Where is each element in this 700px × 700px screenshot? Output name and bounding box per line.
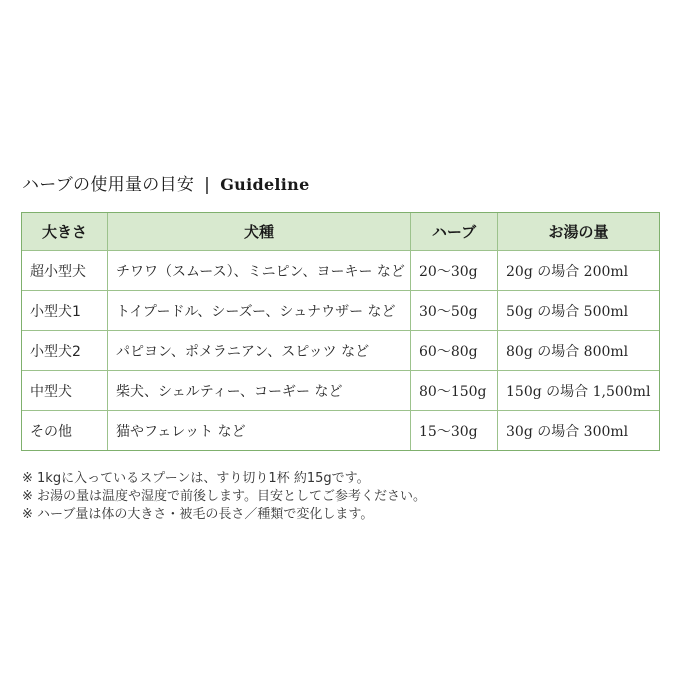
title-separator: | [204,175,211,195]
header-size: 大きさ [22,213,108,251]
note-spoon: ※ 1kgに入っているスプーンは、すり切り1杯 約15gです。 [22,471,370,486]
notes [22,470,426,524]
table-row [22,251,659,291]
header-breed: 犬種 [108,213,411,251]
cell-breeds: パピヨン、ポメラニアン、スピッツ など [108,331,411,371]
table-row [22,291,659,331]
note-water: ※ お湯の量は温度や湿度で前後します。目安としてご参考ください。 [22,489,426,504]
note-herb: ※ ハーブ量は体の大きさ・被毛の長さ／種類で変化します。 [22,507,374,522]
header-water: お湯の量 [498,213,659,251]
cell-herb: 80〜150g [411,371,498,411]
cell-size: 超小型犬 [22,251,108,291]
page-title [22,170,310,195]
cell-water: 50g の場合 500ml [498,291,659,331]
cell-herb: 60〜80g [411,331,498,371]
guideline-table [21,212,660,451]
cell-breeds: 柴犬、シェルティー、コーギー など [108,371,411,411]
cell-herb: 20〜30g [411,251,498,291]
cell-size: 中型犬 [22,371,108,411]
title-english: Guideline [220,175,310,194]
cell-size: 小型犬1 [22,291,108,331]
cell-water: 150g の場合 1,500ml [498,371,659,411]
table-header-row [22,213,659,251]
table-row [22,411,659,450]
title-japanese: ハーブの使用量の目安 [22,175,195,195]
cell-water: 30g の場合 300ml [506,423,629,440]
table-row [22,371,659,411]
table-row [22,331,659,371]
cell-size: その他 [22,411,108,450]
header-herb: ハーブ [411,213,498,251]
cell-size: 小型犬2 [22,331,108,371]
cell-water: 20g の場合 200ml [498,251,659,291]
cell-breeds: トイプードル、シーズー、シュナウザー など [108,291,411,331]
cell-water: 80g の場合 800ml [498,331,659,371]
cell-herb: 15〜30g [411,411,498,450]
cell-breeds: 猫やフェレット など [108,411,411,450]
cell-breeds: チワワ（スムース）、ミニピン、ヨーキー など [108,251,411,291]
cell-herb: 30〜50g [411,291,498,331]
